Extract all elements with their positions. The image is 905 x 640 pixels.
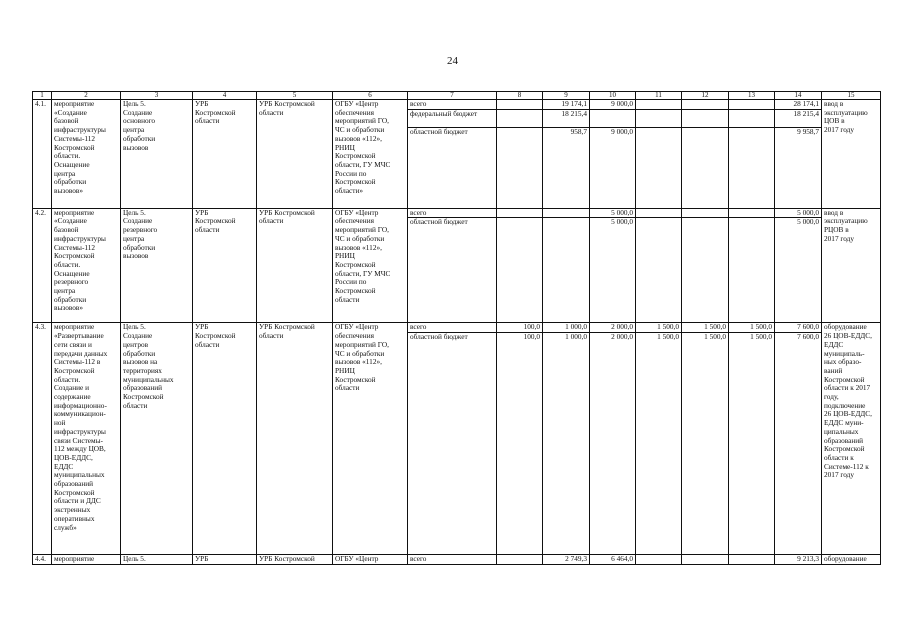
source-name: всего [408,323,497,333]
column-number: 2 [52,92,121,100]
value-cell: 1 000,0 [543,333,590,555]
measure-text: мероприятие «Создание базовой инфраструктуры Системы-112 Костромской области. Оснащение центра обработки вызовов» [54,99,106,196]
value-cell: 1 500,0 [682,323,729,333]
column-number: 7 [408,92,497,100]
value-cell: 100,0 [497,333,543,555]
value-cell [497,218,543,323]
value-cell: 1 500,0 [729,333,775,555]
participant: ОГБУ «Центр [335,554,379,564]
column-number: 15 [822,92,881,100]
value-cell: 18 215,4 [543,109,590,127]
source-name: областной бюджет [408,127,497,208]
value-cell: 9 000,0 [590,127,636,208]
row-id: 4.2. [33,208,52,323]
column-number: 1 [33,92,52,100]
goal-text: Цель 5. Создание центров обработки вызовов на территориях муниципальных образований Костромской области [123,322,174,410]
measure-text: мероприятие [54,554,95,564]
goal-text: Цель 5. Создание резервного центра обработки вызовов [123,208,158,261]
responsible-org: УРБ Костромской области [195,322,236,349]
page-number: 24 [447,55,458,67]
value-cell [497,109,543,127]
source-name: федеральный бюджет [408,109,497,127]
value-cell [636,100,682,110]
table-row-4-2 [33,208,881,218]
value-cell: 5 000,0 [590,218,636,323]
value-cell [636,218,682,323]
value-cell: 2 749,3 [543,555,590,565]
column-number: 4 [193,92,257,100]
value-cell: 19 174,1 [543,100,590,110]
value-cell [729,127,775,208]
value-cell: 9 000,0 [590,100,636,110]
value-cell [497,100,543,110]
value-cell: 958,7 [543,127,590,208]
value-cell [729,100,775,110]
co-executor: УРБ Костромской области [259,99,315,117]
table-row-4-3 [33,323,881,333]
value-cell [682,100,729,110]
expected-result: ввод в эксплуатацию ЦОВ в 2017 году [824,99,868,135]
value-cell [729,208,775,218]
expected-result: ввод в эксплуатацию РЦОВ в 2017 году [824,208,868,243]
source-name: областной бюджет [408,333,497,555]
value-cell [636,208,682,218]
responsible-org: УРБ [195,554,209,564]
column-number-row [33,92,881,100]
value-cell: 100,0 [497,323,543,333]
total-cell: 5 000,0 [775,208,822,218]
value-cell [729,555,775,565]
participant: ОГБУ «Центр обеспечения мероприятий ГО, ЧС и обработки вызовов «112», РНИЦ Костромской области, ГУ МЧС России по Костромской области» [335,99,391,196]
source-name: всего [408,555,497,565]
value-cell [682,218,729,323]
value-cell [682,555,729,565]
responsible-org: УРБ Костромской области [195,99,236,126]
column-number: 13 [729,92,775,100]
value-cell [497,127,543,208]
measure-text: мероприятие «Развертывание сети связи и передачи данных Системы-112 в Костромской области. Создание и содержание информационно- коммуникацион- ной инфраструктуры связи Системы- 112 между ЦОВ, ЦОВ-ЕДДС, ЕДДС муниципальных образований Костромской области и ДДС экстренных оперативных служб» [54,322,108,532]
total-cell: 7 600,0 [775,333,822,555]
total-cell: 7 600,0 [775,323,822,333]
program-table [32,91,881,565]
value-cell [636,127,682,208]
value-cell: 2 000,0 [590,323,636,333]
value-cell: 1 500,0 [636,323,682,333]
co-executor: УРБ Костромской [259,554,315,564]
participant: ОГБУ «Центр обеспечения мероприятий ГО, ЧС и обработки вызовов «112», РНИЦ Костромской области [335,322,389,393]
row-id: 4.4. [33,555,52,565]
value-cell [590,109,636,127]
source-name: всего [408,100,497,110]
co-executor: УРБ Костромской области [259,322,315,341]
value-cell: 2 000,0 [590,333,636,555]
column-number: 3 [121,92,193,100]
responsible-org: УРБ Костромской области [195,208,236,235]
goal-text: Цель 5. [123,554,146,564]
expected-result: оборудование 26 ЦОВ-ЕДДС, ЕДДС муниципаль- ных образо- ваний Костромской области к 2017 году, подключение 26 ЦОВ-ЕДДС, ЕДДС муни- ципальных образований Костромской области к Системе-112 к 2017 году [824,322,872,480]
column-number: 6 [333,92,408,100]
value-cell [497,208,543,218]
total-cell: 28 174,1 [775,100,822,110]
value-cell [682,109,729,127]
value-cell [729,218,775,323]
column-number: 14 [775,92,822,100]
column-number: 12 [682,92,729,100]
value-cell [729,109,775,127]
value-cell: 6 464,0 [590,555,636,565]
participant: ОГБУ «Центр обеспечения мероприятий ГО, ЧС и обработки вызовов «112», РНИЦ Костромской области, ГУ МЧС России по Костромской области [335,208,391,304]
value-cell [636,555,682,565]
total-cell: 9 213,3 [775,555,822,565]
value-cell: 1 500,0 [682,333,729,555]
value-cell [682,208,729,218]
column-number: 10 [590,92,636,100]
source-name: всего [408,208,497,218]
value-cell [497,555,543,565]
total-cell: 18 215,4 [775,109,822,127]
value-cell: 5 000,0 [590,208,636,218]
column-number: 11 [636,92,682,100]
total-cell: 5 000,0 [775,218,822,323]
value-cell [682,127,729,208]
value-cell [636,109,682,127]
column-number: 9 [543,92,590,100]
row-id: 4.1. [33,100,52,209]
value-cell: 1 500,0 [729,323,775,333]
value-cell: 1 500,0 [636,333,682,555]
row-id: 4.3. [33,323,52,555]
goal-text: Цель 5. Создание основного центра обработки вызовов [123,99,156,152]
expected-result: оборудование [824,554,867,564]
column-number: 8 [497,92,543,100]
measure-text: мероприятие «Создание базовой инфраструктуры Системы-112 Костромской области. Оснащение резервного центра обработки вызовов» [54,208,106,313]
value-cell [543,218,590,323]
total-cell: 9 958,7 [775,127,822,208]
table-row-4-4 [33,555,881,565]
co-executor: УРБ Костромской области [259,208,315,226]
column-number: 5 [257,92,333,100]
value-cell: 1 000,0 [543,323,590,333]
value-cell [543,208,590,218]
table-row-4-1 [33,100,881,110]
source-name: областной бюджет [408,218,497,323]
